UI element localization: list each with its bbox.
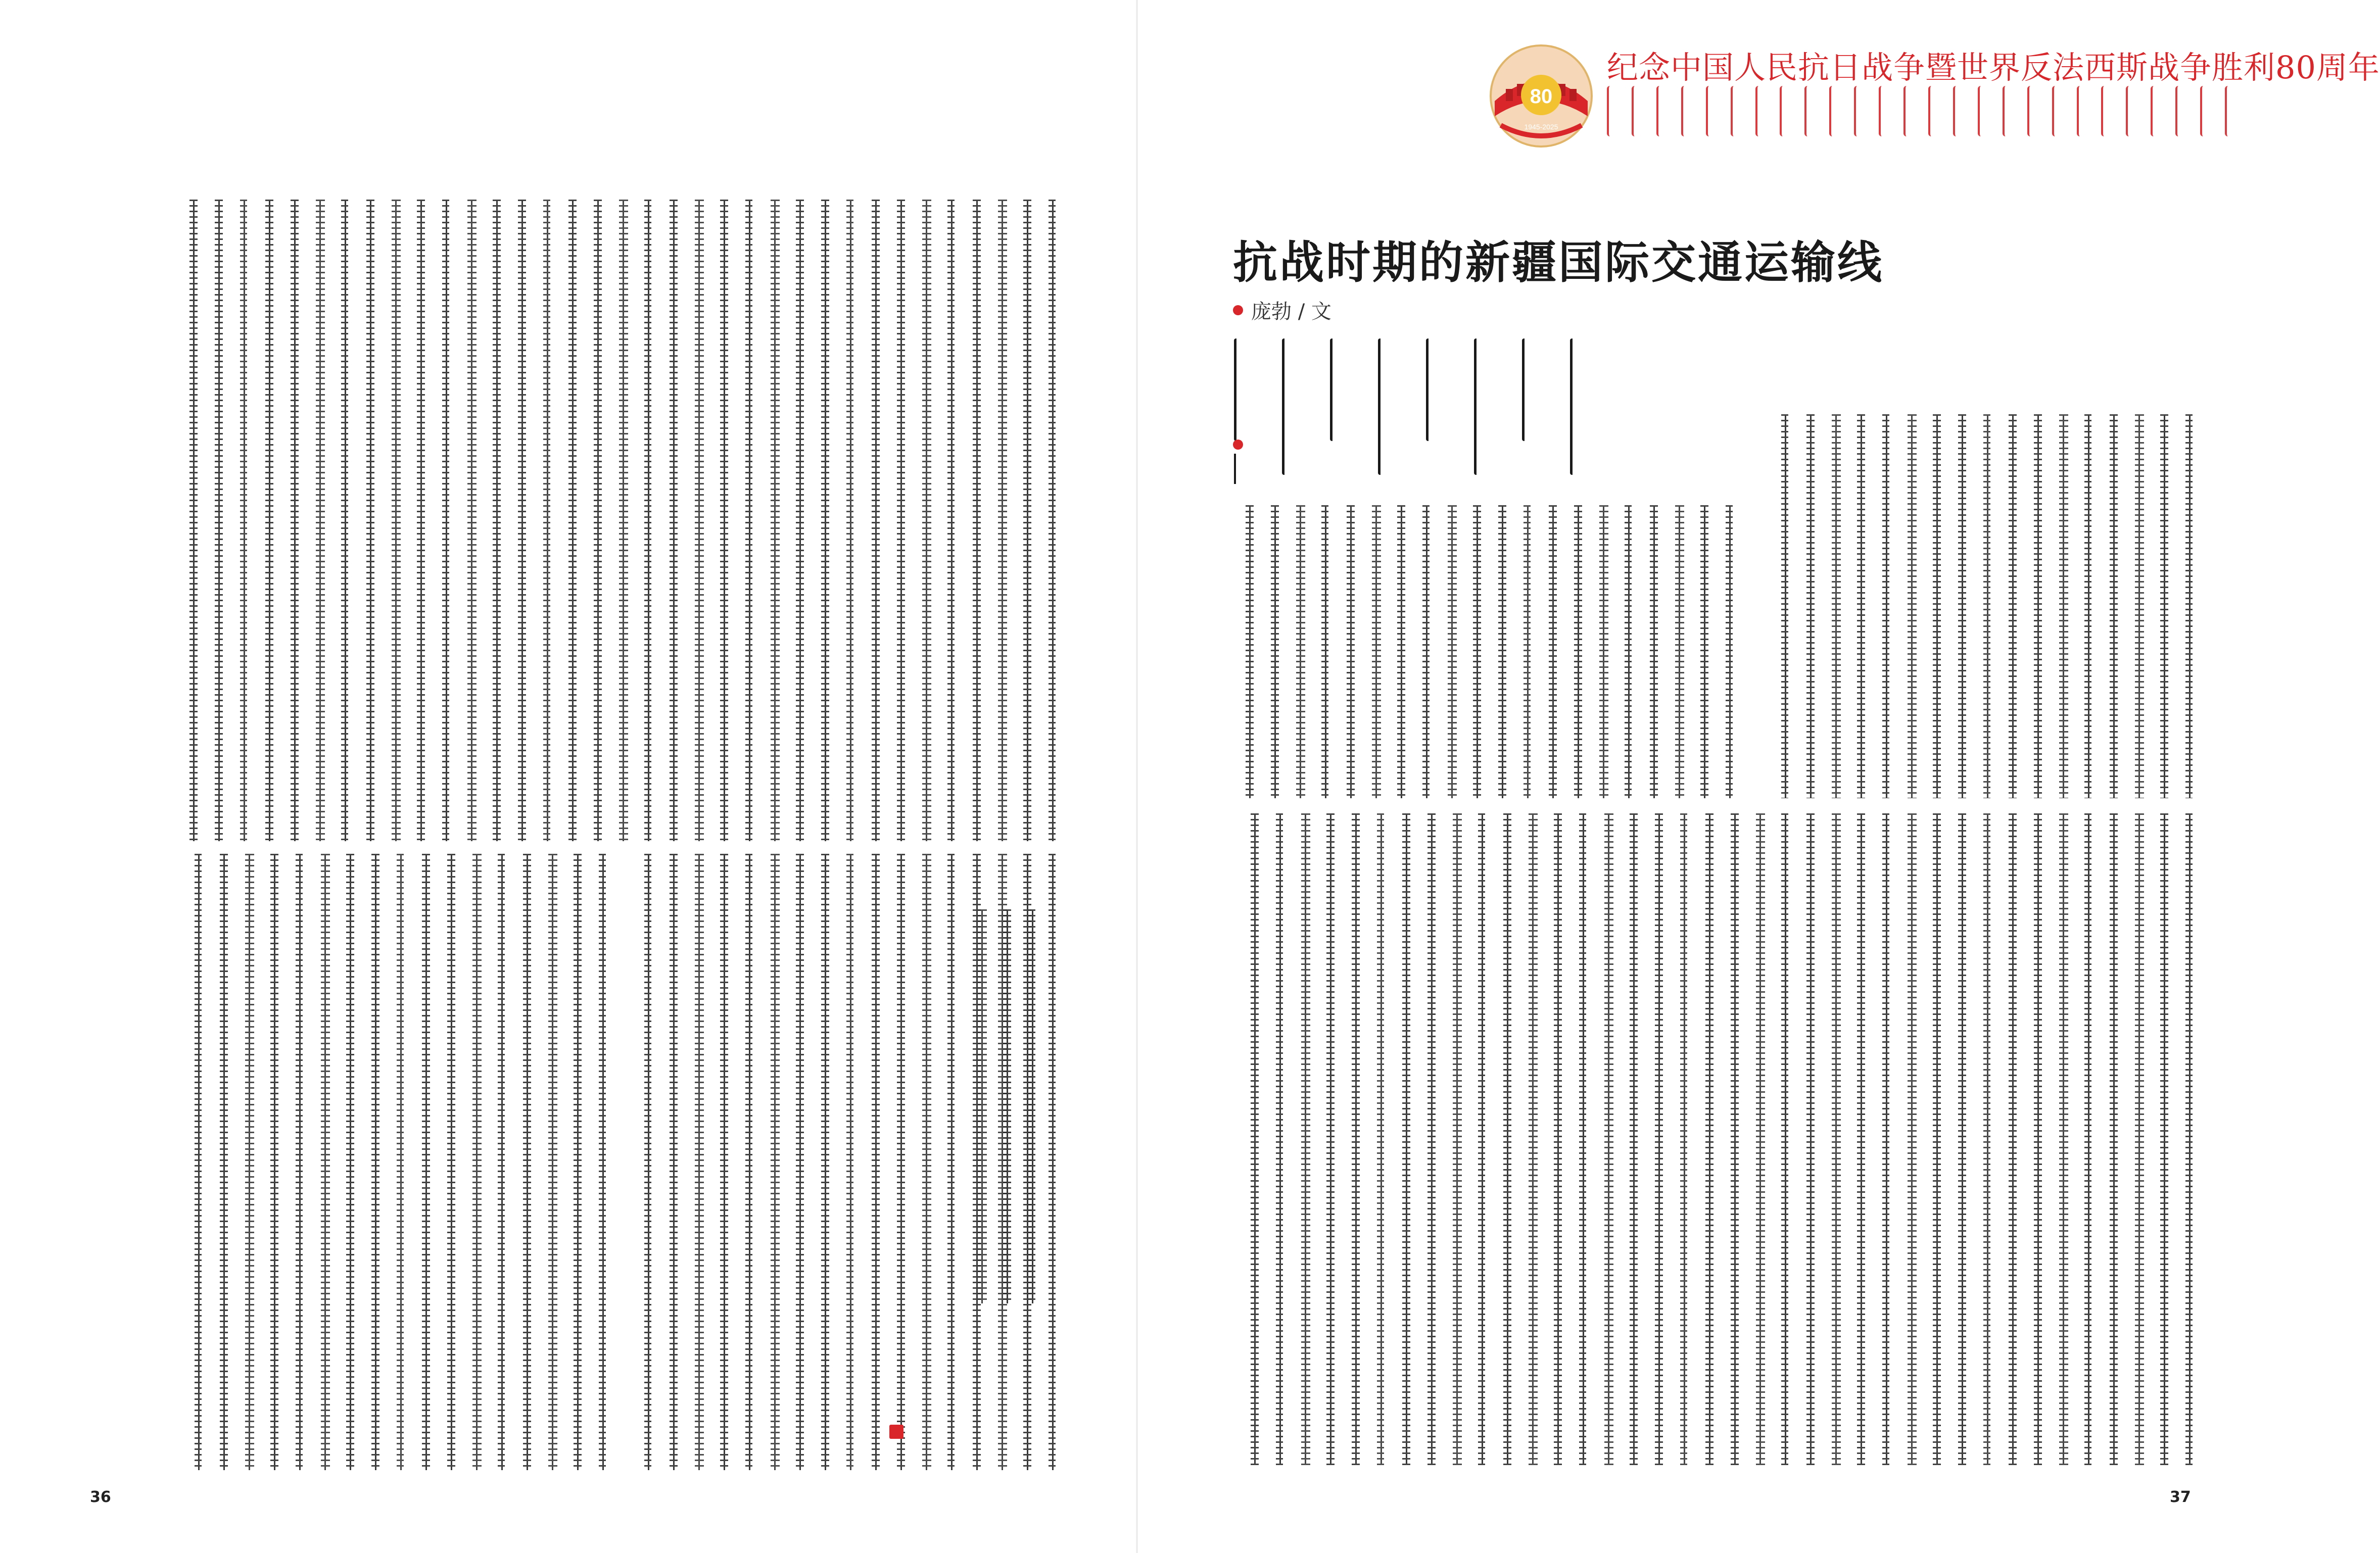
mongolian-text-column — [2004, 813, 2021, 1465]
mongolian-text-column — [1575, 813, 1592, 1465]
mongolian-text-column — [1878, 813, 1895, 1465]
mongolian-text-column — [690, 854, 707, 1470]
mongolian-text-column — [210, 200, 227, 841]
mongolian-text-column — [1044, 854, 1061, 1470]
mongolian-text-column — [539, 200, 556, 841]
mongolian-text-column — [1266, 505, 1283, 798]
banner-mongolian-glyph — [2101, 86, 2115, 136]
mongolian-text-column — [291, 854, 308, 1470]
mongolian-text-column — [569, 854, 586, 1470]
banner-mongolian-glyph — [1854, 86, 1868, 136]
byline-dot-icon — [1233, 305, 1243, 315]
article-byline — [1233, 296, 1331, 324]
mongolian-text-column — [1499, 813, 1516, 1465]
mongolian-text-column — [337, 200, 354, 841]
mongolian-text-block-right-top — [1769, 414, 2198, 798]
banner-mongolian-glyph — [1755, 86, 1769, 136]
mongolian-text-column — [1903, 414, 1920, 798]
anniversary-banner — [1486, 35, 2380, 167]
mongolian-text-column — [1777, 813, 1794, 1465]
mongolian-text-column — [544, 854, 561, 1470]
mongolian-text-column — [791, 854, 808, 1470]
banner-mongolian-glyph — [2027, 86, 2041, 136]
mongolian-text-column — [1418, 505, 1435, 798]
anniversary-emblem-icon — [1486, 40, 1597, 152]
banner-mongolian-glyph — [2003, 86, 2016, 136]
mongolian-text-column — [1246, 813, 1263, 1465]
mongolian-text-column — [2105, 813, 2122, 1465]
mongolian-text-column — [640, 854, 657, 1470]
mongolian-text-column — [1671, 505, 1688, 798]
mongolian-text-column — [2055, 414, 2072, 798]
mongolian-text-column — [1044, 200, 1061, 841]
mongolian-text-column — [1777, 414, 1794, 798]
mongolian-text-column — [215, 854, 232, 1470]
mongolian-text-column — [842, 200, 859, 841]
byline-text: 庞勃 / 文 — [1251, 300, 1331, 323]
banner-mongolian-glyph — [1780, 86, 1793, 136]
mongolian-text-column — [2080, 813, 2097, 1465]
mongolian-text-column — [1024, 909, 1041, 1303]
mongolian-text-column — [1494, 505, 1511, 798]
mongolian-article-title — [1233, 338, 1587, 475]
banner-mongolian-glyph — [2126, 86, 2139, 136]
banner-mongolian-glyph — [1681, 86, 1695, 136]
mongolian-text-column — [1367, 505, 1385, 798]
mongolian-text-column — [2004, 414, 2021, 798]
banner-mongolian-glyph — [2225, 86, 2239, 136]
mongolian-text-column — [993, 200, 1011, 841]
mongolian-text-column — [1827, 813, 1844, 1465]
mongolian-text-column — [241, 854, 258, 1470]
banner-mongolian-glyph — [1829, 86, 1843, 136]
mongolian-text-column — [1852, 414, 1870, 798]
mongolian-text-column — [842, 854, 859, 1470]
mongolian-text-column — [1650, 813, 1668, 1465]
banner-mongolian-glyph — [2200, 86, 2214, 136]
mongolian-text-column — [1802, 813, 1819, 1465]
mongolian-text-column — [1878, 414, 1895, 798]
mongolian-text-column — [867, 854, 884, 1470]
banner-mongolian-glyph — [2151, 86, 2164, 136]
mongolian-text-column — [1468, 505, 1486, 798]
left-page — [0, 0, 1137, 1553]
mongolian-text-column — [998, 909, 1016, 1303]
mongolian-text-column — [412, 200, 430, 841]
mongolian-text-block-right-bottom — [1233, 813, 2198, 1465]
mongolian-text-column — [261, 200, 278, 841]
mongolian-text-column — [1620, 505, 1637, 798]
mongolian-text-column — [817, 200, 834, 841]
mongolian-text-column — [741, 200, 758, 841]
mongolian-text-column — [1443, 505, 1460, 798]
mongolian-text-column — [1372, 813, 1390, 1465]
mongolian-text-column — [235, 200, 253, 841]
banner-mongolian-glyph — [1706, 86, 1720, 136]
mongolian-text-column — [1726, 813, 1743, 1465]
emblem-years: 1945-2025 — [1524, 123, 1558, 131]
mongolian-text-column — [665, 854, 682, 1470]
mongolian-text-column — [1322, 813, 1339, 1465]
mongolian-byline-dot-icon — [1233, 440, 1243, 450]
mongolian-text-column — [488, 200, 505, 841]
mongolian-text-column — [741, 854, 758, 1470]
banner-mongolian-glyph — [1804, 86, 1818, 136]
mongolian-text-column — [1903, 813, 1920, 1465]
banner-mongolian-glyph — [1903, 86, 1917, 136]
banner-mongolian-glyph — [1656, 86, 1670, 136]
banner-mongolian-glyph — [1928, 86, 1942, 136]
mongolian-text-column — [564, 200, 581, 841]
mongolian-text-column — [2181, 813, 2198, 1465]
mongolian-text-column — [1241, 505, 1258, 798]
mongolian-text-column — [367, 854, 384, 1470]
mongolian-text-column — [190, 854, 207, 1470]
banner-mongolian-glyph — [1632, 86, 1645, 136]
mongolian-text-column — [1928, 414, 1945, 798]
mongolian-text-column — [973, 909, 990, 1303]
page-number-right: 37 — [2170, 1488, 2191, 1506]
mongolian-text-column — [513, 200, 531, 841]
mongolian-text-column — [2055, 813, 2072, 1465]
mongolian-text-column — [766, 854, 783, 1470]
banner-mongolian-glyph — [2175, 86, 2189, 136]
mongolian-text-column — [1519, 505, 1536, 798]
mongolian-text-column — [716, 200, 733, 841]
mongolian-text-column — [493, 854, 510, 1470]
mongolian-text-block-right-mid — [1233, 505, 1738, 798]
mongolian-text-column — [943, 200, 960, 841]
mongolian-text-column — [1802, 414, 1819, 798]
mongolian-text-column — [1701, 813, 1718, 1465]
mongolian-text-column — [1954, 414, 1971, 798]
banner-mongolian-glyph — [2052, 86, 2066, 136]
mongolian-text-column — [918, 854, 935, 1470]
banner-mongolian-glyph — [1607, 86, 1621, 136]
mongolian-text-column — [1645, 505, 1662, 798]
mongolian-text-column — [1954, 813, 1971, 1465]
mongolian-text-column — [311, 200, 328, 841]
mongolian-text-column — [2105, 414, 2122, 798]
mongolian-text-column — [1852, 813, 1870, 1465]
mongolian-text-column — [665, 200, 682, 841]
mongolian-text-column — [1423, 813, 1440, 1465]
banner-mongolian-subtitle — [1607, 86, 2239, 141]
mongolian-text-column — [2029, 813, 2046, 1465]
mongolian-text-column — [690, 200, 707, 841]
mongolian-text-column — [614, 200, 632, 841]
mongolian-text-column — [867, 200, 884, 841]
emblem-number: 80 — [1530, 85, 1553, 108]
banner-mongolian-glyph — [2077, 86, 2090, 136]
mongolian-text-column — [1019, 200, 1036, 841]
mongolian-text-column — [2080, 414, 2097, 798]
mongolian-text-column — [716, 854, 733, 1470]
mongolian-text-column — [2130, 813, 2148, 1465]
mongolian-text-column — [463, 200, 480, 841]
mongolian-text-column — [438, 200, 455, 841]
banner-mongolian-glyph — [1731, 86, 1744, 136]
mongolian-text-column — [1600, 813, 1617, 1465]
mongolian-text-column — [918, 200, 935, 841]
mongolian-text-column — [1393, 505, 1410, 798]
banner-title: 纪念中国人民抗日战争暨世界反法西斯战争胜利80周年 — [1607, 49, 2380, 86]
mongolian-text-column — [1827, 414, 1844, 798]
mongolian-text-column — [1979, 813, 1996, 1465]
mongolian-text-column — [968, 200, 985, 841]
mongolian-text-column — [2156, 414, 2173, 798]
mongolian-text-column — [1696, 505, 1713, 798]
mongolian-text-column — [1347, 813, 1364, 1465]
mongolian-text-column — [1979, 414, 1996, 798]
page-number-left: 36 — [90, 1488, 111, 1506]
mongolian-caption — [955, 909, 1041, 1303]
mongolian-text-column — [640, 200, 657, 841]
mongolian-text-column — [817, 854, 834, 1470]
mongolian-text-column — [2156, 813, 2173, 1465]
mongolian-text-column — [342, 854, 359, 1470]
article-title: 抗战时期的新疆国际交通运输线 — [1233, 236, 1884, 288]
mongolian-text-column — [1398, 813, 1415, 1465]
mongolian-text-column — [1595, 505, 1612, 798]
mongolian-text-column — [1297, 813, 1314, 1465]
mongolian-text-column — [1549, 813, 1566, 1465]
mongolian-text-column — [892, 200, 910, 841]
mongolian-text-column — [392, 854, 409, 1470]
mongolian-text-column — [387, 200, 404, 841]
mongolian-text-column — [316, 854, 334, 1470]
mongolian-text-column — [589, 200, 606, 841]
mongolian-text-column — [362, 200, 379, 841]
mongolian-text-column — [1473, 813, 1491, 1465]
mongolian-text-column — [1448, 813, 1465, 1465]
banner-mongolian-glyph — [1879, 86, 1892, 136]
mongolian-text-column — [594, 854, 611, 1470]
mongolian-text-column — [1524, 813, 1541, 1465]
mongolian-text-block-upper-left — [172, 200, 1061, 841]
mongolian-text-column — [1271, 813, 1289, 1465]
mongolian-text-column — [266, 854, 283, 1470]
mongolian-text-column — [286, 200, 303, 841]
section-end-marker — [889, 1425, 903, 1439]
banner-mongolian-glyph — [1953, 86, 1967, 136]
mongolian-text-column — [2029, 414, 2046, 798]
mongolian-text-column — [766, 200, 783, 841]
mongolian-text-column — [417, 854, 435, 1470]
mongolian-text-column — [2130, 414, 2148, 798]
mongolian-text-column — [1751, 813, 1769, 1465]
mongolian-text-column — [892, 854, 910, 1470]
mongolian-text-column — [791, 200, 808, 841]
mongolian-text-column — [468, 854, 485, 1470]
mongolian-text-column — [1928, 813, 1945, 1465]
mongolian-byline — [1233, 440, 1243, 484]
mongolian-text-column — [1292, 505, 1309, 798]
mongolian-text-column — [1721, 505, 1738, 798]
mongolian-text-column — [1569, 505, 1587, 798]
mongolian-text-block-lower-left — [172, 854, 611, 1470]
mongolian-text-column — [1676, 813, 1693, 1465]
mongolian-text-column — [1317, 505, 1334, 798]
banner-mongolian-glyph — [1978, 86, 1991, 136]
mongolian-text-column — [2181, 414, 2198, 798]
mongolian-text-column — [518, 854, 536, 1470]
mongolian-text-column — [1625, 813, 1642, 1465]
mongolian-text-column — [185, 200, 202, 841]
mongolian-text-column — [1342, 505, 1359, 798]
mongolian-text-column — [1544, 505, 1561, 798]
mongolian-text-column — [443, 854, 460, 1470]
